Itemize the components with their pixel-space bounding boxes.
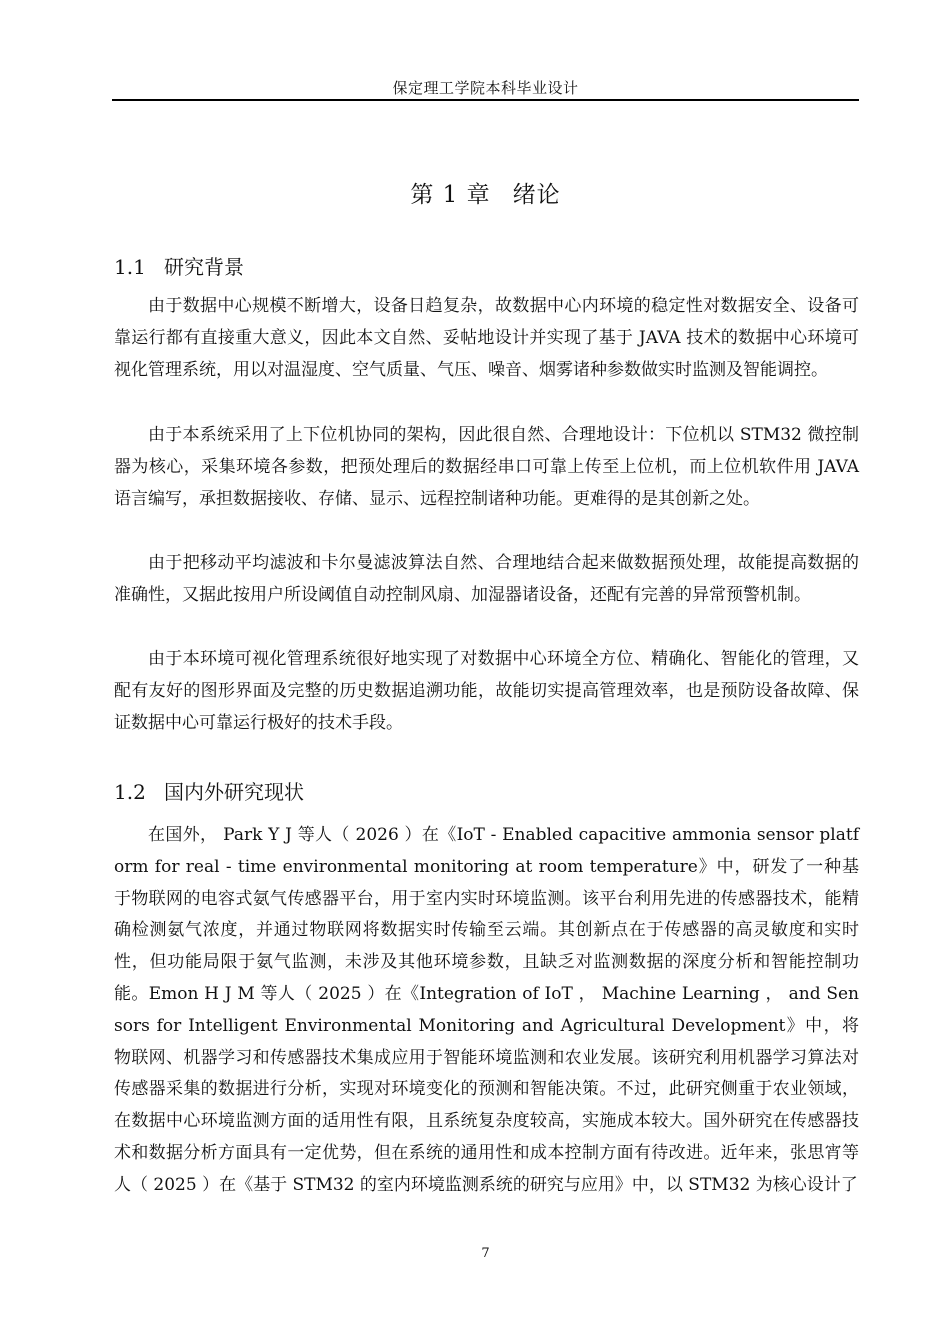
section-heading-1-2: [114, 777, 304, 807]
section-title: 国内外研究现状: [164, 780, 304, 804]
page-header: 保定理工学院本科毕业设计: [392, 79, 579, 97]
paragraph: 由于数据中心规模不断增大，设备日趋复杂，故数据中心内环境的稳定性对数据安全、设备可靠运行都有直接重大意义，因此本文自然、妥帖地设计并实现了基于 JAVA 技术的数据中心环境可视化管理系统，用以对温湿度、空气质量、气压、噪音、烟雾诸种参数做实时监测及智能调控。: [114, 296, 859, 380]
chapter-name: 绪论: [512, 182, 561, 208]
chapter-number: 第 1 章: [410, 182, 491, 208]
header-rule: [112, 99, 859, 101]
paragraph: 在国外， Park Y J 等人（ 2026 ）在《IoT - Enabled capacitive ammonia sensor platform for real - time environmental monitoring at room temperature》中，研发了一种基于物联网的电容式氨气传感器平台，用于室内实时环境监测。该平台利用先进的传感器技术，能精确检测氨气浓度，并通过物联网将数据实时传输至云端。其创新点在于传感器的高灵敏度和实时性，但功能局限于氨气监测，未涉及其他环境参数，且缺乏对监测数据的深度分析和智能控制功能。Emon H J M 等人（ 2025 ）在《Integration of IoT ， Machine Learning ， and Sensors for Intelligent Environmental Monitoring and Agricultural Development》中，将物联网、机器学习和传感器技术集成应用于智能环境监测和农业发展。该研究利用机器学习算法对传感器采集的数据进行分析，实现对环境变化的预测和智能决策。不过，此研究侧重于农业领域，在数据中心环境监测方面的适用性有限，且系统复杂度较高，实施成本较大。国外研究在传感器技术和数据分析方面具有一定优势，但在系统的通用性和成本控制方面有待改进。近年来，张思宵等人（ 2025 ）在《基于 STM32 的室内环境监测系统的研究与应用》中，以 STM32 为核心设计了: [114, 825, 859, 1195]
paragraph: 由于本环境可视化管理系统很好地实现了对数据中心环境全方位、精确化、智能化的管理，又配有友好的图形界面及完整的历史数据追溯功能，故能切实提高管理效率，也是预防设备故障、保证数据中心可靠运行极好的技术手段。: [114, 649, 859, 733]
page-number: 7: [481, 1246, 490, 1261]
chapter-title: [112, 178, 859, 212]
section-number: 1.1: [114, 255, 146, 279]
section-title: 研究背景: [164, 255, 244, 279]
section-number: 1.2: [114, 780, 146, 804]
paragraph: 由于把移动平均滤波和卡尔曼滤波算法自然、合理地结合起来做数据预处理，故能提高数据的准确性，又据此按用户所设阈值自动控制风扇、加湿器诸设备，还配有完善的异常预警机制。: [114, 553, 859, 605]
paragraph: 由于本系统采用了上下位机协同的架构，因此很自然、合理地设计：下位机以 STM32 微控制器为核心，采集环境各参数，把预处理后的数据经串口可靠上传至上位机，而上位机软件用 JAVA 语言编写，承担数据接收、存储、显示、远程控制诸种功能。更难得的是其创新之处。: [114, 425, 859, 509]
section-heading-1-1: [114, 252, 244, 282]
